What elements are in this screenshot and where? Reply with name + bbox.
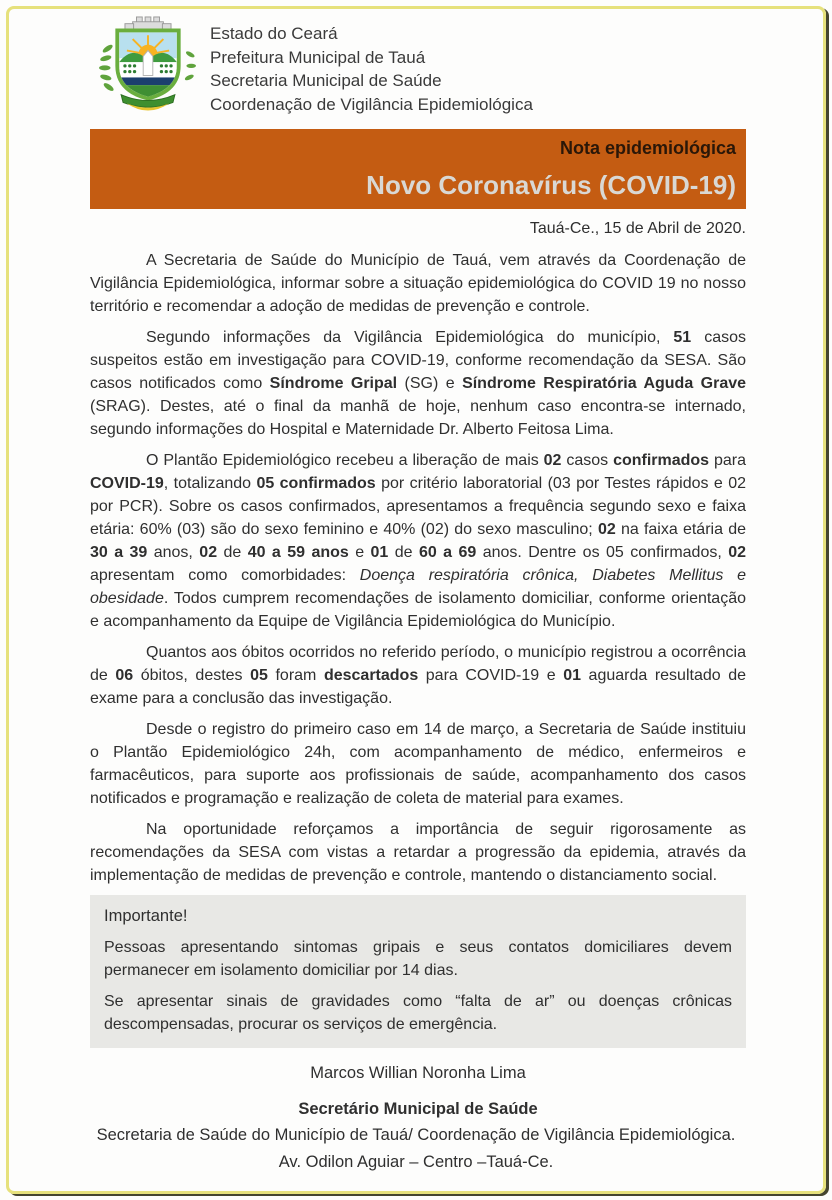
org-line-surveillance: Coordenação de Vigilância Epidemiológica: [210, 94, 533, 114]
body-paragraph-3: O Plantão Epidemiológico recebeu a liberação de mais 02 casos confirmados para COVID-19, totalizando 05 confirmados por critério laboratorial (03 por Testes rápidos e 02 por PCR). Sobre os casos confirmados, apresentamos a frequência segundo sexo e faixa etária: 60% (03) são do sexo feminino e 40% (02) do sexo masculino; 02 na faixa etária de 30 a 39 anos, 02 de 40 a 59 anos e 01 de 60 a 69 anos. Dentre os 05 confirmados, 02 apresentam como comorbidades: Doença respiratória crônica, Diabetes Mellitus e obesidade. Todos cumprem recomendações de isolamento domiciliar, conforme orientação e acompanhamento da Equipe de Vigilância Epidemiológica do Município.: [90, 452, 747, 630]
org-line-state: Estado do Ceará: [210, 24, 338, 43]
org-line-prefecture: Prefeitura Municipal de Tauá: [210, 47, 426, 67]
banner-kicker: Nota epidemiológica: [559, 138, 736, 158]
body-paragraph-4: Quantos aos óbitos ocorridos no referido período, o município registrou a ocorrência de 06 óbitos, destes 05 foram descartados para COVID-19 e 01 aguarda resultado de exame para a conclusão das investigação.: [90, 644, 747, 707]
banner-title: Novo Coronavírus (COVID-19): [366, 170, 736, 200]
signatory-role: Secretário Municipal de Saúde: [298, 1100, 538, 1118]
signature-block: [90, 1062, 746, 1121]
document-header: [90, 16, 746, 117]
important-box-paragraph-2: Se apresentar sinais de gravidades como “falta de ar” ou doenças crônicas descompensadas, procurar os serviços de emergência.: [104, 993, 732, 1033]
body-paragraph-1: A Secretaria de Saúde do Município de Tauá, vem através da Coordenação de Vigilância Epidemiológica, informar sobre a situação epidemiológica do COVID 19 no nosso território e recomendar a adoção de medidas de prevenção e controle.: [90, 252, 746, 315]
important-box-paragraph-1: Pessoas apresentando sintomas gripais e seus contatos domiciliares devem permanecer em isolamento domiciliar por 14 dias.: [104, 939, 732, 979]
date-line: Tauá-Ce., 15 de Abril de 2020.: [529, 220, 746, 237]
footer-address-line: Av. Odilon Aguiar – Centro –Tauá-Ce.: [278, 1153, 554, 1171]
body-paragraph-2: Segundo informações da Vigilância Epidemiológica do município, 51 casos suspeitos estão em investigação para COVID-19, conforme recomendação da SESA. São casos notificados como Síndrome Gripal (SG) e Síndrome Respiratória Aguda Grave (SRAG). Destes, até o final da manhã de hoje, nenhum caso encontra-se internado, segundo informações do Hospital e Maternidade Dr. Alberto Feitosa Lima.: [90, 329, 747, 438]
document-body: [90, 249, 746, 887]
body-paragraph-5: Desde o registro do primeiro caso em 14 de março, a Secretaria de Saúde instituiu o Plantão Epidemiológico 24h, com acompanhamento de médico, enfermeiros e farmacêuticos, para suporte aos profissionais de saúde, acompanhamento dos casos notificados e programação e realização de coleta de material para exames.: [90, 721, 746, 807]
important-notice-box: [90, 895, 746, 1048]
document-content: [90, 16, 746, 1121]
org-header-lines: [210, 16, 533, 116]
important-box-title: Importante!: [104, 907, 188, 925]
footer-org-line: Secretaria de Saúde do Município de Tauá/ Coordenação de Vigilância Epidemiológica.: [96, 1126, 736, 1144]
municipal-coat-of-arms-icon: [98, 16, 198, 117]
body-paragraph-6: Na oportunidade reforçamos a importância de seguir rigorosamente as recomendações da SESA com vistas a retardar a progressão da epidemia, através da implementação de medidas de prevenção e controle, mantendo o distanciamento social.: [90, 821, 746, 884]
org-line-health-dept: Secretaria Municipal de Saúde: [210, 71, 442, 90]
signatory-name: Marcos Willian Noronha Lima: [310, 1064, 526, 1082]
document-footer: [0, 1122, 832, 1176]
title-banner: [90, 129, 746, 209]
